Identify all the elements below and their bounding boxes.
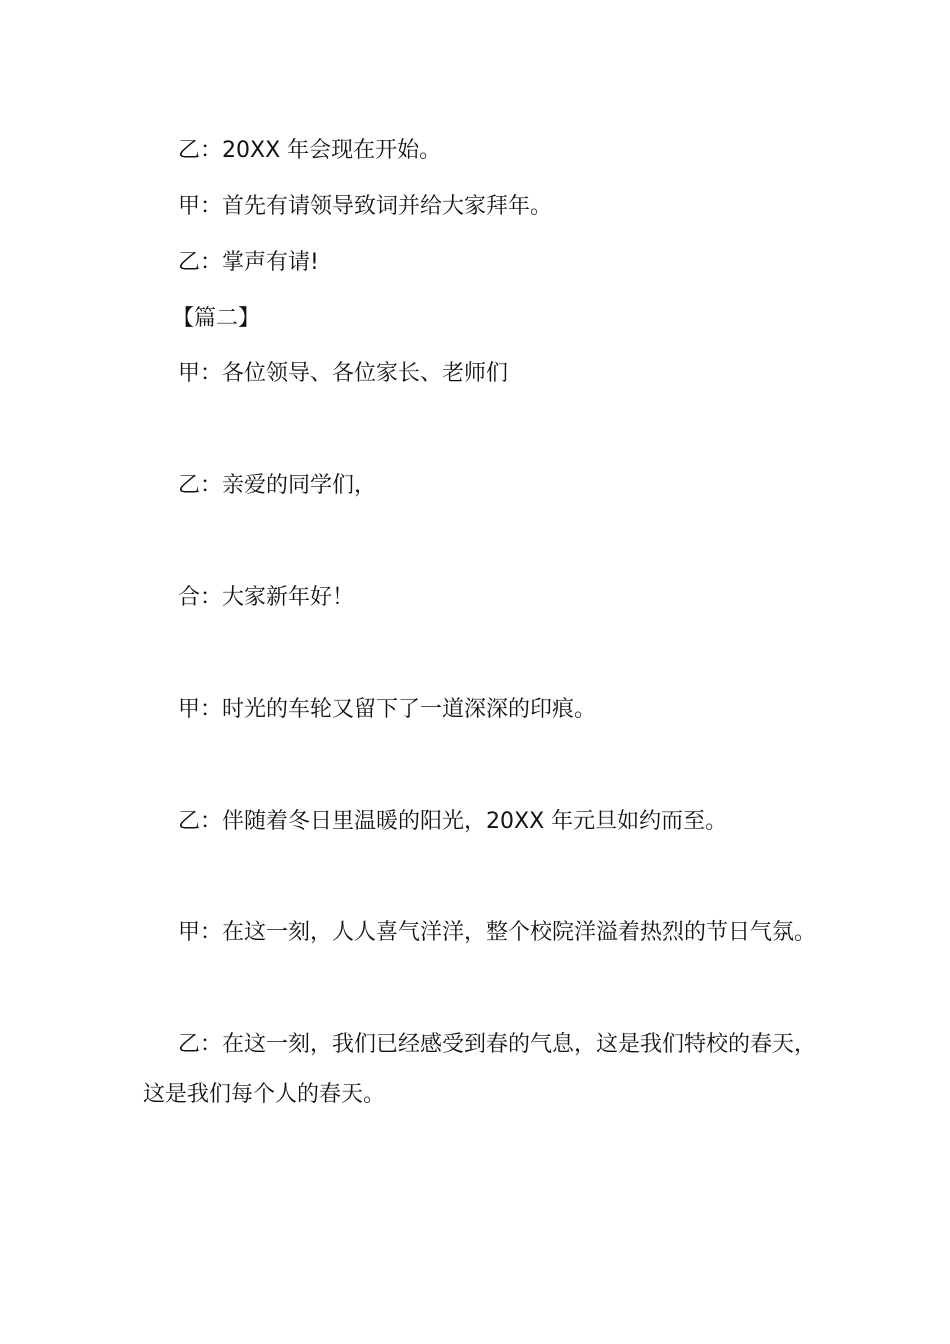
dialogue-line: 乙：在这一刻，我们已经感受到春的气息，这是我们特校的春天， <box>178 1032 817 1057</box>
section-heading: 【篇二】 <box>172 306 261 331</box>
dialogue-line: 乙：亲爱的同学们， <box>178 473 377 498</box>
dialogue-line: 甲：各位领导、各位家长、老师们 <box>178 361 509 386</box>
dialogue-line: 甲：在这一刻，人人喜气洋洋，整个校院洋溢着热烈的节日气氛。 <box>178 920 817 945</box>
dialogue-line-continuation: 这是我们每个人的春天。 <box>143 1082 386 1107</box>
dialogue-line: 合：大家新年好！ <box>178 585 355 610</box>
dialogue-line: 甲：首先有请领导致词并给大家拜年。 <box>178 194 553 219</box>
dialogue-line: 乙：掌声有请! <box>178 250 319 275</box>
dialogue-line: 甲：时光的车轮又留下了一道深深的印痕。 <box>178 697 597 722</box>
dialogue-line: 乙：伴随着冬日里温暖的阳光，20XX 年元旦如约而至。 <box>178 809 728 834</box>
dialogue-line: 乙：20XX 年会现在开始。 <box>178 138 442 163</box>
